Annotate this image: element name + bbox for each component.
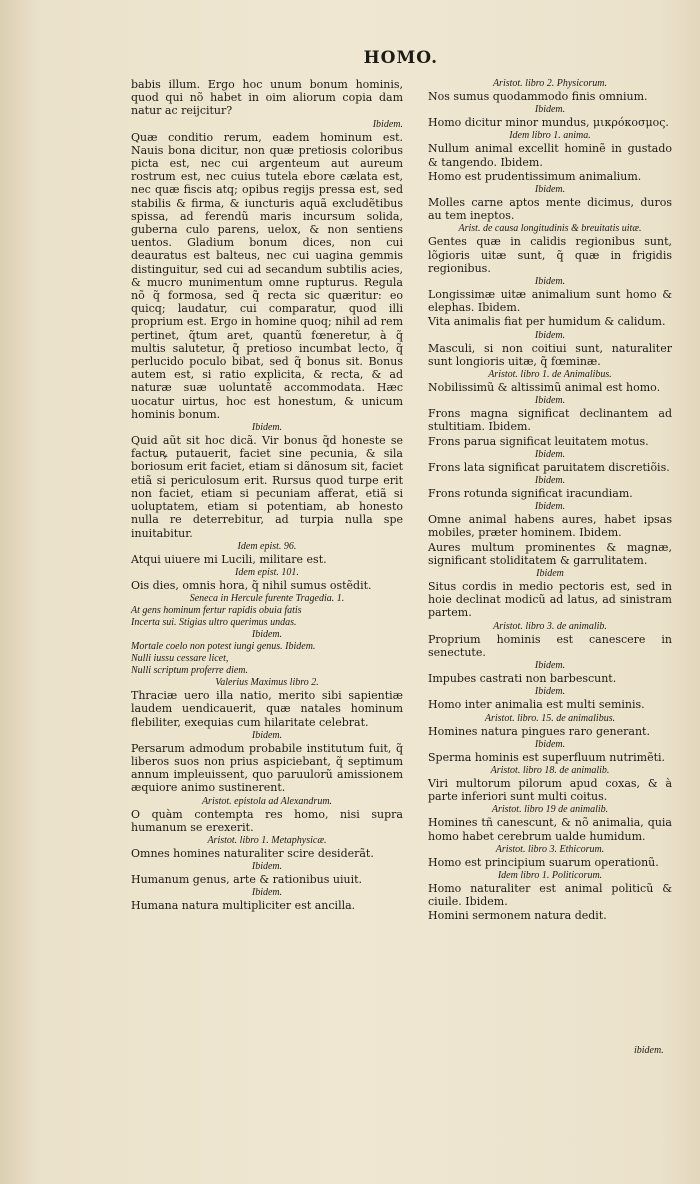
catchword: ibidem. (634, 1045, 664, 1056)
quotation-paragraph: O quàm contempta res homo, nisi supra humanum se erexerit. (131, 807, 403, 834)
citation: Aristot. libro 2. Physicorum. (492, 78, 608, 89)
citation: Idem epist. 101. (235, 566, 299, 578)
citation: Ibidem. (534, 184, 566, 196)
quotation-paragraph: Nos sumus quodammodo finis omnium. (428, 90, 648, 103)
quotation-paragraph: Frons magna significat declinantem ad stultitiam. Ibidem. (428, 407, 672, 434)
quotation-paragraph: Homo est principium suarum operationũ. (428, 855, 659, 869)
citation: Idem libro 1. anima. (509, 130, 591, 142)
quotation-paragraph: Persarum admodum probabile institutum fuit, q̃ liberos suos non prius aspiciebant, q̃ septimum annum impleuissent, quo paruulorũ amissionem æquiore animo sustinerent. (131, 741, 403, 795)
citation: Mortale coelo non potest iungi genus. Ibidem. (131, 641, 316, 653)
quotation-paragraph: Omne animal habens aures, habet ipsas mobiles, præter hominem. Ibidem. (428, 513, 672, 540)
quotation-paragraph: Situs cordis in medio pectoris est, sed in hoie declinat modicũ ad latus, ad sinistram partem. (428, 580, 672, 620)
citation: Aristot. libro 3. de animalib. (493, 620, 607, 632)
quotation-paragraph: Frons rotunda significat iracundiam. (428, 487, 633, 501)
quotation-paragraph: Quid aũt sit hoc dicã. Vir bonus q̃d honeste se factuꝶ putauerit, faciet sine pecunia, & sila boriosum erit faciet, etiam si dãnosum sit, faciet etiã si periculosum erit. Rursus quod turpe erit non faciet, etiam si pecuniam afferat, etiã si uoluptatem, etiam si potentiam, ab honesto nulla re deterrebitur, ad turpia nulla spe inuitabitur. (131, 434, 403, 540)
citation: Ibidem. (251, 629, 283, 641)
citation: Seneca in Hercule furente Tragedia. 1. (189, 593, 345, 605)
citation: Idem epist. 96. (237, 540, 297, 552)
quotation-paragraph: Masculi, si non coitiui sunt, naturaliter sunt longioris uitæ, q̃ fœminæ. (428, 341, 672, 368)
quotation-paragraph: Nobilissimũ & altissimũ animal est homo. (428, 381, 661, 395)
quotation-paragraph: Homo dicitur minor mundus, μικρόκοσμος. (428, 116, 669, 130)
quotation-paragraph: Vita animalis fiat per humidum & calidum. (428, 315, 666, 329)
quotation-paragraph: Molles carne aptos mente dicimus, duros au tem ineptos. (428, 196, 672, 223)
citation: Ibidem. (534, 329, 566, 341)
citation: Valerius Maximus libro 2. (215, 677, 319, 689)
quotation-paragraph: Quæ conditio rerum, eadem hominum est. Nauis bona dicitur, non quæ pretiosis coloribus picta est, nec cui argenteum aut aureum rostrum est, nec cuius tutela ebore cælata est, nec quæ fiscis atq; opibus regijs pressa est, sed stabilis & firma, & iuncturis aquã excludẽtibus spissa, ad ferendũ maris incursum solida, guberna culo parens, uelox, & non sentiens uentos. Gladium bonum dices, non cui deauratus est balteus, nec cui uagina gemmis distinguitur, sed cui ad secandum subtilis acies, & mucro munimentum omne rupturus. Regula nõ q̃ formosa, sed q̃ recta sic quæritur: eo quicq; laudatur, cui comparatur, quod illi proprium est. Ergo in homine quoq; nihil ad rem pertinet, q̃tum aret, quantũ fœneretur, à q̃ multis salutetur, q̃ pretioso incumbat lecto, q̃ perlucido poculo bibat, sed q̃ bonus sit. Bonus autem est, si ratio explicita, & recta, & ad naturæ suæ uoluntatẽ accommodata. Hæc uocatur uirtus, hoc est honestum, & unicum hominis bonum. (131, 130, 403, 421)
citation: Incerta sui. Stigias ultro querimus undas. (131, 617, 297, 629)
citation: Ibidem (536, 568, 564, 580)
citation: Ibidem. (251, 887, 283, 899)
citation: Ibidem. (534, 276, 566, 288)
quotation-paragraph: Ois dies, omnis hora, q̃ nihil sumus ostẽdit. (131, 578, 372, 592)
quotation-paragraph: Proprium hominis est canescere in senectute. (428, 632, 672, 659)
quotation-paragraph: Homines natura pingues raro generant. (428, 724, 650, 738)
citation: Ibidem. (251, 861, 283, 873)
quotation-paragraph: Gentes quæ in calidis regionibus sunt, lõgioris uitæ sunt, q̃ quæ in frigidis regionibus. (428, 235, 672, 275)
quotation-paragraph: Viri multorum pilorum apud coxas, & à parte inferiori sunt multi coitus. (428, 776, 672, 804)
quotation-paragraph: Nullum animal excellit hominẽ in gustado & tangendo. Ibidem. (428, 142, 672, 169)
citation: Ibidem. (372, 118, 403, 130)
citation: Aristot. libro 1. de Animalibus. (488, 369, 612, 381)
citation: Idem libro 1. Politicorum. (497, 869, 603, 881)
citation: Aristot. libro 3. Ethicorum. (495, 843, 605, 855)
quotation-paragraph: Impubes castrati non barbescunt. (428, 672, 617, 686)
citation: At gens hominum fertur rapidis obuia fatis (131, 605, 302, 617)
quotation-paragraph: Sperma hominis est superfluum nutrimẽti. (428, 750, 666, 764)
citation: Ibidem. (251, 422, 283, 434)
quotation-paragraph: Homo inter animalia est multi seminis. (428, 698, 645, 712)
citation: Ibidem. (534, 395, 566, 407)
citation: Aristot. libro. 15. de animalibus. (484, 712, 616, 724)
citation: Ibidem. (534, 448, 566, 460)
citation: Nulli scriptum proferre diem. (131, 665, 249, 677)
citation: Aristot. epistola ad Alexandrum. (201, 795, 333, 807)
citation: Aristot. libro 19 de animalib. (491, 804, 609, 816)
citation: Ibidem. (534, 738, 566, 750)
quotation-paragraph: Humana natura multipliciter est ancilla. (131, 899, 356, 913)
quotation-paragraph: Frons lata significat paruitatem discretiõis. (428, 460, 670, 474)
citation: Ibidem. (251, 729, 283, 741)
quotation-paragraph: Humanum genus, arte & rationibus uiuit. (131, 873, 363, 887)
citation: Ibidem. (534, 104, 566, 116)
left-column (131, 78, 403, 914)
quotation-paragraph: Homines tñ canescunt, & nõ animalia, quia homo habet cerebrum ualde humidum. (428, 816, 672, 843)
citation: Ibidem. (534, 475, 566, 487)
quotation-paragraph: Aures multum prominentes & magnæ, significant stoliditatem & garrulitatem. (428, 540, 672, 567)
running-title: HOMO. (363, 48, 438, 68)
quotation-paragraph: Atqui uiuere mi Lucili, militare est. (131, 552, 327, 566)
right-column (428, 78, 672, 924)
quotation-paragraph: Frons parua significat leuitatem motus. (428, 434, 649, 448)
citation: Ibidem. (534, 501, 566, 513)
quotation-paragraph: babis illum. Ergo hoc unum bonum hominis, quod qui nõ habet in oim aliorum copia dam natur ac reijcitur? (131, 78, 403, 118)
citation: Nulli iussu cessare licet, (131, 653, 229, 665)
quotation-paragraph: Longissimæ uitæ animalium sunt homo & elephas. Ibidem. (428, 288, 672, 315)
quotation-paragraph: Omnes homines naturaliter scire desiderãt. (131, 846, 374, 860)
citation: Aristot. libro 18. de animalib. (490, 764, 610, 776)
citation: Arist. de causa longitudinis & breuitatis uitæ. (458, 223, 642, 235)
citation: Aristot. libro 1. Metaphysicæ. (207, 834, 327, 846)
citation: Ibidem. (534, 686, 566, 698)
citation: Ibidem. (534, 660, 566, 672)
quotation-paragraph: Homo naturaliter est animal politicũ & ciuile. Ibidem. (428, 881, 672, 909)
quotation-paragraph: Homo est prudentissimum animalium. (428, 169, 642, 183)
quotation-paragraph: Thraciæ uero illa natio, merito sibi sapientiæ laudem uendicauerit, quæ natales hominum flebiliter, exequias cum hilaritate celebrat. (131, 689, 403, 729)
quotation-paragraph: Homini sermonem natura dedit. (428, 909, 607, 923)
